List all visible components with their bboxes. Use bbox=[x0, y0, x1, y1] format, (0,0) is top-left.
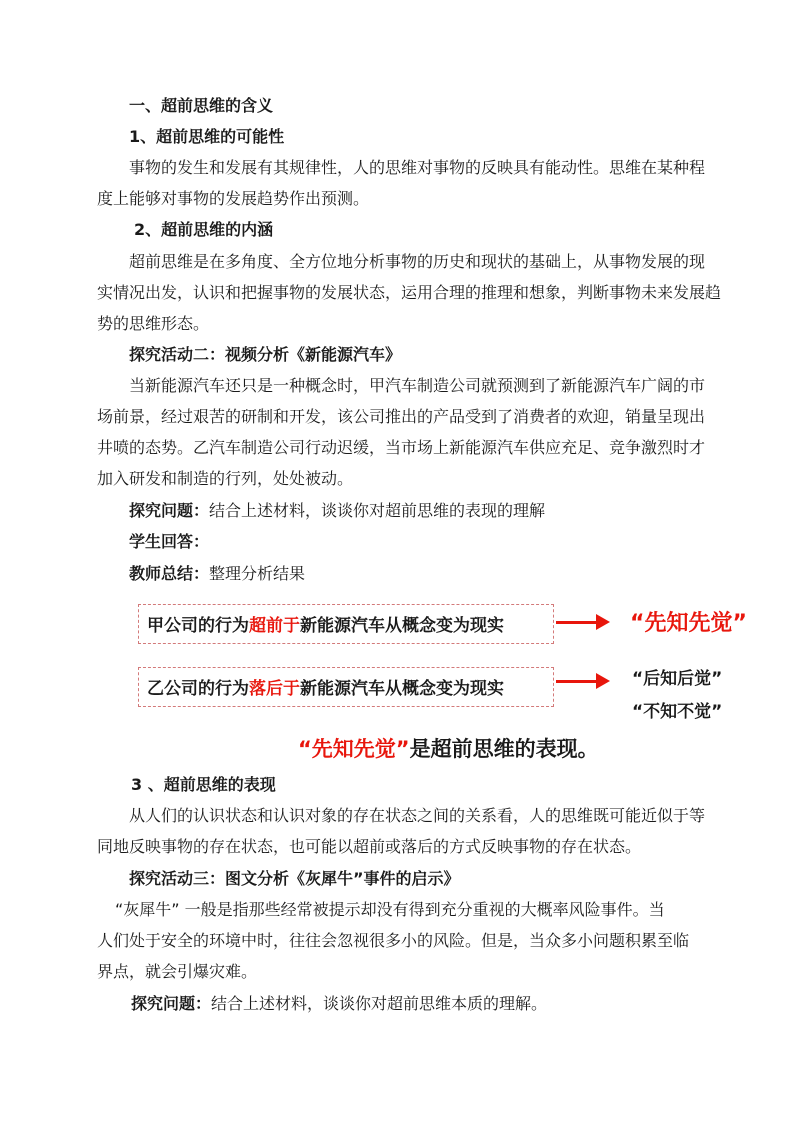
question-label: 探究问题： bbox=[131, 994, 212, 1013]
student-answer-label: 学生回答： bbox=[129, 532, 210, 551]
company-b-text: 新能源汽车从概念变为现实 bbox=[300, 679, 504, 699]
section-heading: 一、超前思维的含义 bbox=[129, 96, 274, 115]
subsection-heading: 3 、超前思维的表现 bbox=[131, 775, 276, 794]
paragraph-line: 界点，就会引爆灾难。 bbox=[97, 962, 258, 981]
company-a-text: 新能源汽车从概念变为现实 bbox=[300, 616, 504, 636]
paragraph-line: 同地反映事物的存在状态，也可能以超前或落后的方式反映事物的存在状态。 bbox=[97, 837, 642, 856]
paragraph-line: 实情况出发，认识和把握事物的发展状态，运用合理的推理和想象，判断事物未来发展趋 bbox=[97, 283, 722, 302]
summary-text: 是超前思维的表现。 bbox=[409, 737, 599, 761]
paragraph-line: 事物的发生和发展有其规律性，人的思维对事物的反映具有能动性。思维在某种程 bbox=[129, 158, 706, 177]
company-a-label: 甲公司的行为 bbox=[147, 616, 249, 636]
company-a-highlight: 超前于 bbox=[249, 616, 300, 636]
activity-title: 探究活动二：视频分析《新能源汽车》 bbox=[129, 345, 402, 364]
arrowhead-icon bbox=[596, 673, 610, 689]
company-b-box bbox=[138, 667, 554, 707]
teacher-summary-line bbox=[129, 564, 305, 584]
paragraph-line: 当新能源汽车还只是一种概念时，甲汽车制造公司就预测到了新能源汽车广阔的市 bbox=[129, 376, 706, 395]
company-b-result-2: “不知不觉” bbox=[632, 702, 723, 722]
arrowhead-icon bbox=[596, 614, 610, 630]
paragraph-line: 加入研发和制造的行列，处处被动。 bbox=[97, 469, 354, 488]
subsection-heading: 1、超前思维的可能性 bbox=[129, 127, 285, 146]
company-b-highlight: 落后于 bbox=[249, 679, 300, 699]
paragraph-line: 度上能够对事物的发展趋势作出预测。 bbox=[97, 189, 370, 208]
activity-title: 探究活动三：图文分析《灰犀牛”事件的启示》 bbox=[129, 869, 460, 888]
company-b-result-1: “后知后觉” bbox=[632, 669, 723, 689]
paragraph-line: 人们处于安全的环境中时，往往会忽视很多小的风险。但是，当众多小问题积累至临 bbox=[97, 931, 690, 950]
question-line bbox=[131, 994, 547, 1014]
question-text: 结合上述材料，谈谈你对超前思维本质的理解。 bbox=[211, 994, 548, 1013]
paragraph-line: 井喷的态势。乙汽车制造公司行动迟缓，当市场上新能源汽车供应充足、竞争激烈时才 bbox=[97, 438, 706, 457]
teacher-summary-label: 教师总结： bbox=[129, 564, 210, 583]
question-line bbox=[129, 501, 545, 521]
company-b-label: 乙公司的行为 bbox=[147, 679, 249, 699]
company-a-box bbox=[138, 604, 554, 644]
question-text: 结合上述材料，谈谈你对超前思维的表现的理解 bbox=[209, 501, 546, 520]
paragraph-line: 从人们的认识状态和认识对象的存在状态之间的关系看，人的思维既可能近似于等 bbox=[129, 806, 706, 825]
paragraph-line: 场前景，经过艰苦的研制和开发，该公司推出的产品受到了消费者的欢迎，销量呈现出 bbox=[97, 407, 706, 426]
paragraph-line: 势的思维形态。 bbox=[97, 314, 210, 333]
paragraph-line: 超前思维是在多角度、全方位地分析事物的历史和现状的基础上，从事物发展的现 bbox=[129, 252, 706, 271]
company-a-result: “先知先觉” bbox=[630, 611, 747, 636]
diagram-summary bbox=[298, 733, 599, 763]
paragraph-line: “灰犀牛” 一般是指那些经常被提示却没有得到充分重视的大概率风险事件。当 bbox=[115, 900, 665, 919]
summary-highlight: “先知先觉” bbox=[298, 737, 410, 761]
teacher-summary-text: 整理分析结果 bbox=[209, 564, 306, 583]
question-label: 探究问题： bbox=[129, 501, 210, 520]
arrow-right-icon bbox=[556, 680, 598, 683]
subsection-heading: 2、超前思维的内涵 bbox=[134, 220, 274, 239]
arrow-right-icon bbox=[556, 621, 598, 624]
